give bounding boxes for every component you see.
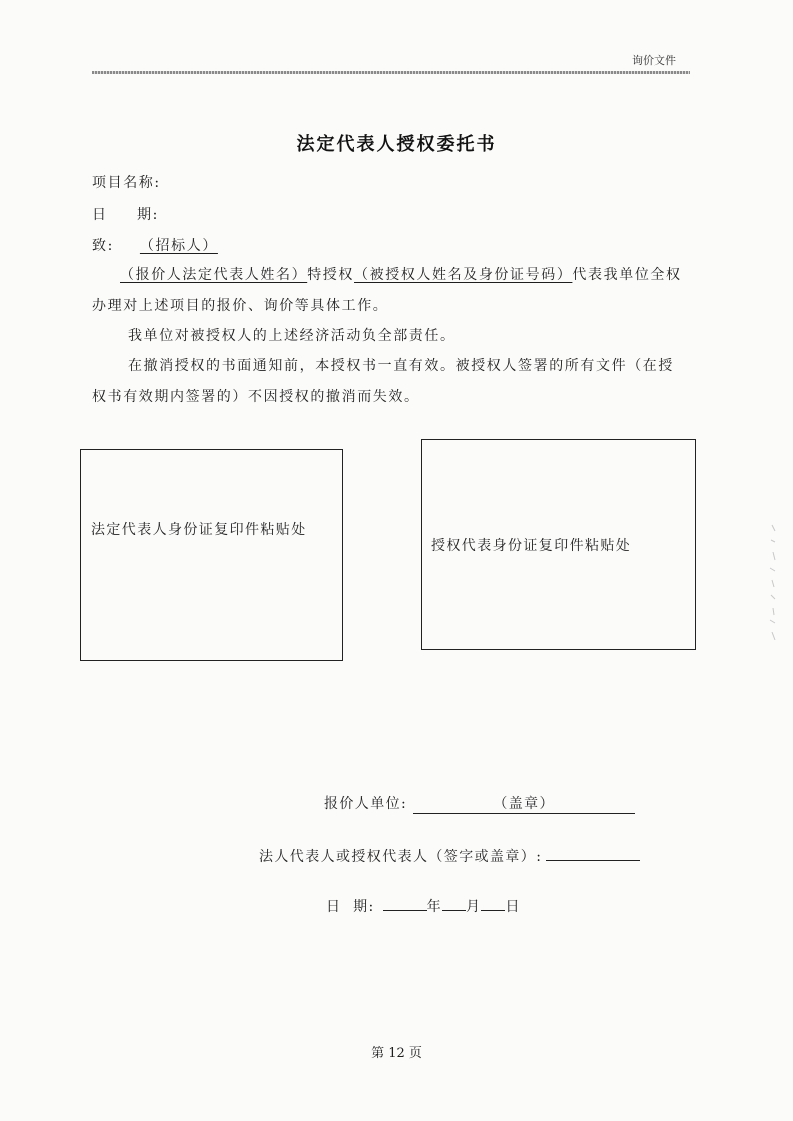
paragraph-3-line-2: 权书有效期内签署的）不因授权的撤消而失效。 <box>92 389 420 405</box>
month-blank <box>442 896 466 911</box>
authorized-rep-id-box <box>421 439 696 650</box>
day-blank <box>481 896 505 911</box>
bidder-unit-line <box>324 793 635 814</box>
seal-placeholder <box>413 793 635 814</box>
authorized-rep-id-label: 授权代表身份证复印件粘贴处 <box>431 538 632 554</box>
paragraph-1-line-2: 办理对上述项目的报价、询价等具体工作。 <box>92 298 389 314</box>
year-label: 年 <box>426 899 443 915</box>
header-label: 询价文件 <box>632 54 676 67</box>
document-title: 法定代表人授权委托书 <box>296 134 497 155</box>
authorized-person-placeholder: （被授权人姓名及身份证号码） <box>354 267 573 283</box>
seal-text: （盖章） <box>493 796 555 812</box>
year-blank <box>383 896 427 911</box>
signature-date-label: 日 期: <box>326 899 375 915</box>
page-number: 第 12 页 <box>371 1046 422 1061</box>
scan-edge-marks <box>766 520 780 650</box>
header-divider <box>92 71 690 74</box>
date-label-1: 日 <box>92 207 108 223</box>
para1-text-a: 特授权 <box>307 267 355 283</box>
para1-text-b: 代表我单位全权 <box>572 267 682 283</box>
paragraph-3-line-1: 在撤消授权的书面通知前，本授权书一直有效。被授权人签署的所有文件（在授 <box>128 358 674 374</box>
paragraph-1-line-1 <box>120 264 682 284</box>
recipient-placeholder: （招标人） <box>139 238 218 254</box>
bidder-unit-label: 报价人单位: <box>324 796 408 812</box>
to-label: 致: <box>92 238 114 254</box>
legal-rep-id-box <box>80 449 343 661</box>
month-label: 月 <box>466 899 482 915</box>
signature-date-line <box>326 896 521 916</box>
project-name-label: 项目名称: <box>92 175 161 191</box>
paragraph-2: 我单位对被授权人的上述经济活动负全部责任。 <box>128 328 456 344</box>
day-label: 日 <box>505 899 521 915</box>
legal-rep-name-placeholder: （报价人法定代表人姓名） <box>120 267 308 283</box>
representative-label: 法人代表人或授权代表人（签字或盖章）: <box>259 849 543 865</box>
to-line <box>92 235 242 255</box>
date-label-2: 期: <box>137 207 159 223</box>
representative-line <box>259 846 640 866</box>
representative-blank <box>546 846 640 861</box>
legal-rep-id-label: 法定代表人身份证复印件粘贴处 <box>91 522 307 538</box>
